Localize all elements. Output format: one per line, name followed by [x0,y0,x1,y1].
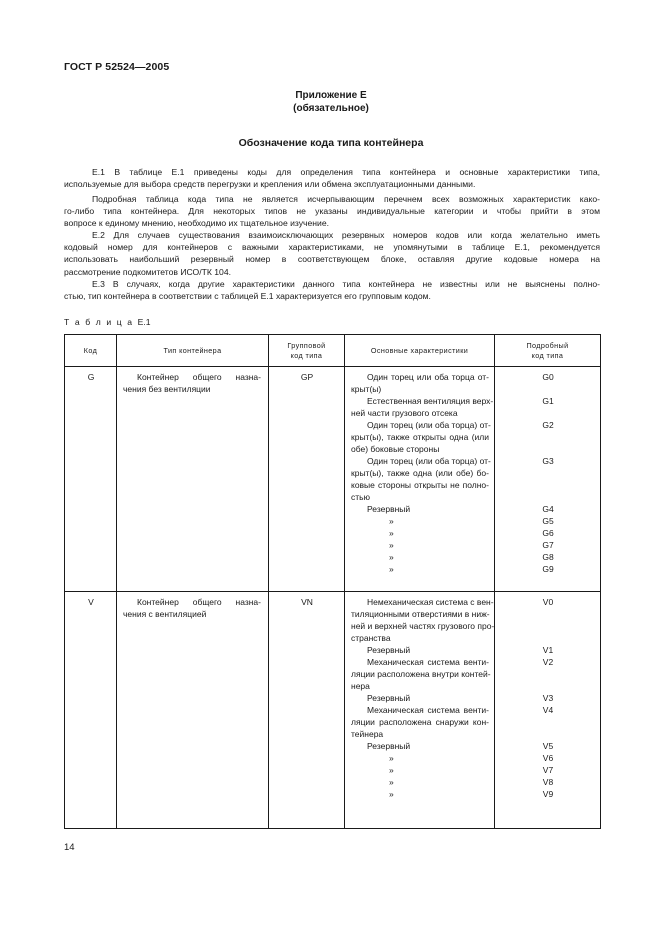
header-main-characteristics: Основные характеристики [345,335,495,367]
cell-detail-codes: G0 G1 G2 G3 G4 G5 G6 G7 G8 G9 [495,367,601,592]
text-line: Е.1 В таблице Е.1 приведены коды для определения типа контейнера и основные характеристики типа, [92,167,600,177]
cell-container-type: Контейнер общего назна- чения без вентиляции [117,367,269,592]
cell-main-characteristics: Один торец или оба торца от- крыт(ы) Естественная вентиляция верх- ней части грузового отсека Один торец (или оба торца) от- крыт(ы), также открыты одна (или обе) боковые стороны Один торец (или оба торца) от- крыт(ы), также одна (или обе) бо- ковые стороны открыты не полно- стью Резервный » » » » » [345,367,495,592]
table-caption-number: Е.1 [137,317,151,327]
text-line: рассмотрение подкомитетов ИСО/ТК 104. [64,266,232,277]
table-header-row [65,335,601,367]
section-title: Обозначение кода типа контейнера [238,137,424,149]
table-caption [64,317,151,327]
annex-status: (обязательное) [293,103,369,114]
paragraph-e3 [64,278,600,302]
text-line: го-либо типа контейнера. Для некоторых типов не указаны индивидуальные категории и чтобы прийти в этом [64,206,600,217]
text-line: Е.2 Для случаев существования взаимоисключающих резервных номеров кодов или когда желательно иметь [92,230,600,240]
text-line: кодовый номер для контейнеров с важными характеристиками, не упомянутыми в таблице Е.1, рекомендуется [64,242,600,253]
paragraph-detail-note [64,193,600,230]
text-line: используемые для выбора средств перегрузки и крепления или обмена эксплуатационными данными. [64,179,476,190]
cell-group-code: GP [269,367,345,592]
cell-detail-codes: V0 V1 V2 V3 V4 V5 V6 V7 V8 V9 [495,592,601,829]
header-container-type: Тип контейнера [117,335,269,367]
table-caption-label: Т а б л и ц а [64,317,134,327]
header-group-code: Групповой код типа [269,335,345,367]
page-number: 14 [64,842,75,853]
table-row [65,367,601,592]
paragraph-e2 [64,229,600,278]
header-detail-code: Подробный код типа [495,335,601,367]
document-header: ГОСТ Р 52524—2005 [64,61,170,73]
paragraph-e1 [64,166,600,190]
cell-code: G [65,367,117,592]
text-line: Е.3 В случаях, когда другие характеристики данного типа контейнера не известны или не выяснены полно- [92,279,600,289]
annex-title: Приложение Е [295,90,367,101]
header-code: Код [65,335,117,367]
cell-main-characteristics: Немеханическая система с вен- тиляционными отверстиями в ниж- ней и верхней частях грузового про- странства Резервный Механическая система венти- ляции расположена внутри контей- нера Резервный Механическая система венти- ляции расположена снаружи кон- тейнера Резервный » » » » [345,592,495,829]
cell-group-code: VN [269,592,345,829]
text-line: Подробная таблица кода типа не является исчерпывающим перечнем всех возможных характеристик како- [92,194,600,204]
table-row [65,592,601,829]
cell-container-type: Контейнер общего назна- чения с вентиляцией [117,592,269,829]
text-line: использовать наибольший резервный номер в соответствующем блоке, оставляя другие кодовые номера на [64,254,600,265]
container-type-code-table [64,334,601,829]
cell-code: V [65,592,117,829]
text-line: вопросе к единому мнению, необходимо их тщательное изучение. [64,218,330,229]
text-line: стью, тип контейнера в соответствии с таблицей Е.1 характеризуется его групповым кодом. [64,291,431,302]
